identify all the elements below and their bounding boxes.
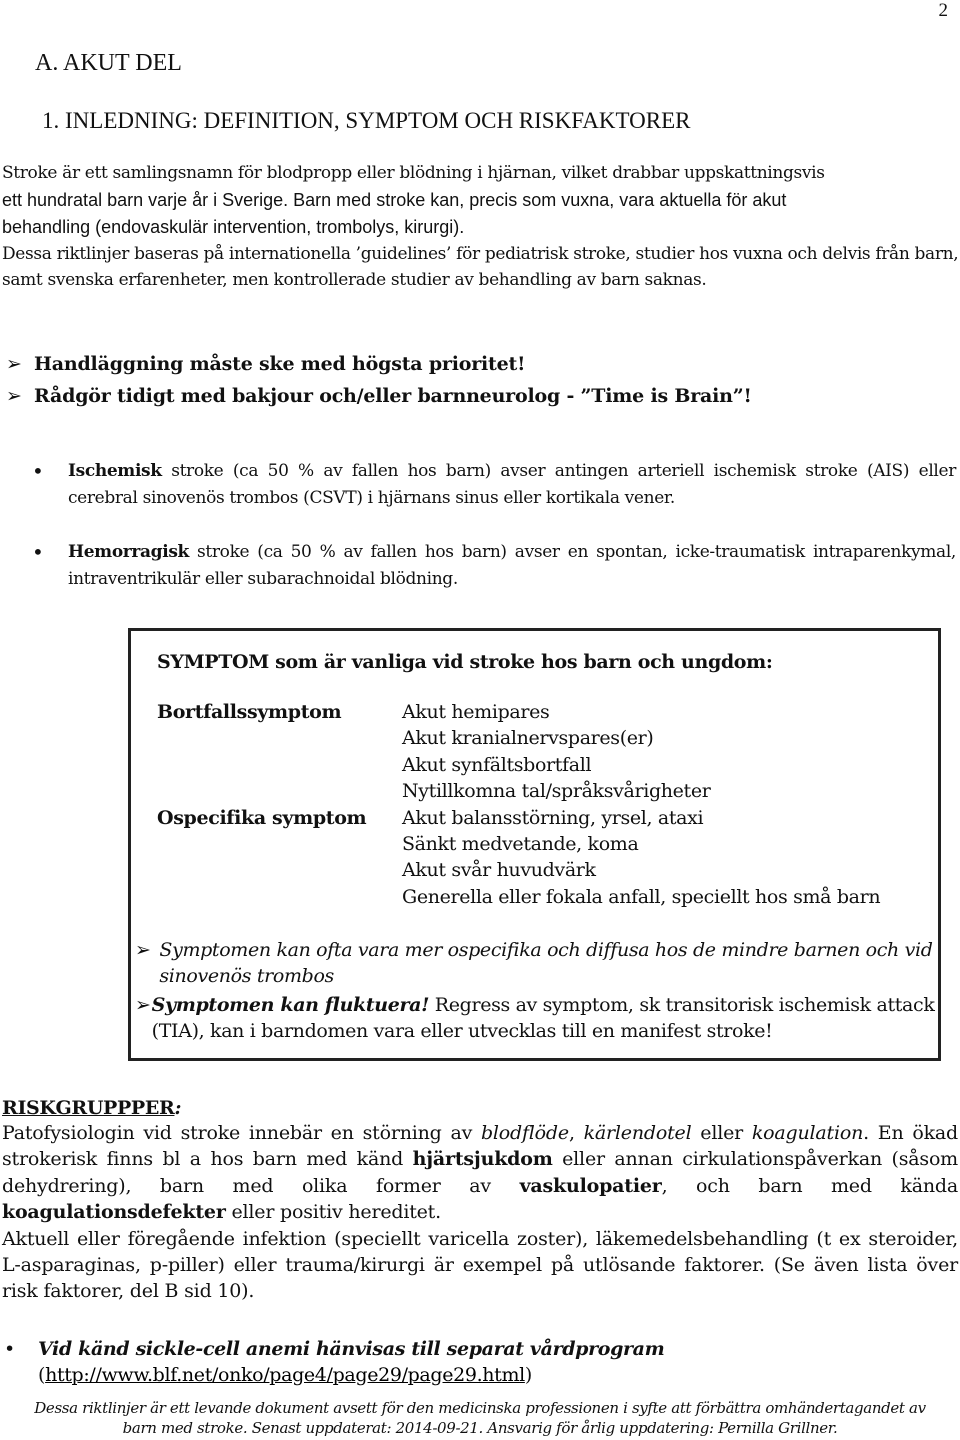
priority-text: Handläggning måste ske med högsta prioritet! [34, 353, 526, 375]
bullet-icon: • [32, 540, 44, 564]
category-label: Bortfallssymptom [157, 701, 342, 723]
intro-paragraph-2: Dessa riktlinjer baseras på internationella ’guidelines’ för pediatrisk stroke, studier hos vuxna och delvis från barn, samt svenska erfarenheter, men kontrollerade studier av behandling av barn saknas. [2, 243, 959, 290]
page-number: 2 [938, 0, 948, 21]
symptom-list [402, 699, 880, 910]
arrow-bullet-icon: ➢ [6, 385, 22, 407]
priority-item [6, 348, 956, 380]
intro-line-2-serif: ett hundratal barn varje år i Sverige. [2, 189, 294, 210]
symptom-box-title: SYMPTOM som är vanliga vid stroke hos barn och ungdom: [157, 651, 773, 673]
list-item [32, 458, 956, 511]
type-term: Hemorragisk [68, 542, 189, 562]
risk-text: eller annan cirkulationspåverkan (såsom dehydrering), barn med olika former av [2, 1148, 958, 1197]
type-hemorrhagic [68, 539, 956, 592]
arrow-bullet-icon: ➢ [6, 353, 22, 375]
list-item [32, 539, 956, 592]
risk-term: kärlendotel [583, 1122, 692, 1144]
footer-line-1: Dessa riktlinjer är ett levande dokument avsett för den medicinska professionen i syfte att förbättra omhändertagandet av [34, 1399, 926, 1417]
priority-item [6, 380, 956, 412]
symptom-item: Nytillkomna tal/språksvårigheter [402, 780, 711, 803]
symptom-notes [135, 937, 935, 1047]
risk-text: eller positiv hereditet. [225, 1201, 441, 1224]
symptom-item: Akut synfältsbortfall [402, 753, 592, 776]
care-program-link[interactable]: http://www.blf.net/onko/page4/page29/page29.html [45, 1364, 525, 1387]
section-title: A. AKUT DEL [35, 50, 182, 76]
symptom-item: Akut balansstörning, yrsel, ataxi [402, 806, 704, 829]
type-text: stroke (ca 50 % av fallen hos barn) avser antingen arteriell ischemisk stroke (AIS) eller cerebral sinovenös trombos (CSVT) i hjärnans sinus eller kortikala vener. [68, 461, 956, 508]
risk-text: . En ökad strokerisk finns bl a hos barn med känd [2, 1122, 958, 1171]
intro-line-2 [2, 187, 960, 215]
risk-text: , [568, 1122, 584, 1144]
paren-close: ) [524, 1364, 532, 1387]
note-text: Symptomen kan ofta vara mer ospecifika och diffusa hos de mindre barnen och vid sinovenös trombos [159, 939, 933, 988]
risk-text: eller [691, 1122, 752, 1144]
risk-term: hjärtsjukdom [412, 1148, 553, 1171]
note-rest: Regress av symptom, sk transitorisk ischemisk attack (TIA), kan i barndomen vara eller utvecklas till en manifest stroke! [151, 993, 935, 1043]
arrow-bullet-icon: ➢ [135, 993, 151, 1016]
sickle-cell-item [0, 1336, 956, 1389]
intro-line-3: behandling (endovaskulär intervention, trombolys, kirurgi). [2, 217, 465, 237]
footer-line-2: barn med stroke. Senast uppdaterat: 2014-09-21. Ansvarig för årlig uppdatering: Pernilla Grillner. [122, 1419, 838, 1437]
risk-term: vaskulopatier [519, 1174, 662, 1197]
risk-section [2, 1096, 958, 1305]
symptom-item: Akut kranialnervspares(er) [402, 727, 654, 750]
intro-line-1: Stroke är ett samlingsnamn för blodpropp eller blödning i hjärnan, vilket drabbar uppskattningsvis [2, 163, 825, 183]
risk-text: Patofysiologin vid stroke innebär en störning av [2, 1122, 481, 1144]
risk-term: blodflöde [480, 1122, 569, 1144]
priority-list [6, 348, 956, 412]
bullet-icon: • [32, 459, 44, 483]
symptom-item: Sänkt medvetande, koma [402, 833, 639, 856]
type-term: Ischemisk [68, 461, 162, 481]
symptom-item: Akut svår huvudvärk [402, 859, 596, 882]
risk-heading-text: RISKGRUPPPER [2, 1097, 175, 1119]
risk-term: koagulationsdefekter [2, 1201, 226, 1224]
symptom-item: Generella eller fokala anfall, speciellt hos små barn [402, 885, 881, 908]
type-text: stroke (ca 50 % av fallen hos barn) avser en spontan, icke-traumatisk intraparenkymal, intraventrikulär eller subarachnoidal blödning. [68, 542, 956, 589]
note-item [135, 992, 935, 1045]
sickle-text: Vid känd sickle-cell anemi hänvisas till separat vårdprogram [38, 1338, 665, 1360]
symptom-box [128, 628, 941, 1061]
bullet-icon: • [4, 1338, 15, 1360]
subsection-title: 1. INLEDNING: DEFINITION, SYMPTOM OCH RISKFAKTORER [42, 108, 691, 133]
risk-text: , och barn med kända [661, 1174, 958, 1197]
note-text [152, 992, 935, 1045]
paren-open: ( [38, 1364, 46, 1387]
type-ischemic [68, 458, 956, 511]
intro-text [2, 160, 960, 294]
symptom-item: Akut hemipares [402, 701, 550, 723]
category-label: Ospecifika symptom [157, 807, 367, 829]
note-item [135, 937, 935, 990]
risk-paragraph-2: Aktuell eller föregående infektion (speciellt varicella zoster), läkemedelsbehandling (t ex steroider, L-asparaginas, p-piller) eller trauma/kirurgi är exempel på utlösande faktorer. (Se även lista över risk faktorer, del B sid 10). [2, 1227, 958, 1303]
risk-paragraph-1 [2, 1120, 958, 1226]
arrow-bullet-icon: ➢ [135, 939, 151, 961]
intro-line-2-sans: Barn med stroke kan, precis som vuxna, vara aktuella för akut [293, 189, 787, 210]
footer [0, 1398, 960, 1438]
risk-heading-colon: : [174, 1097, 182, 1119]
priority-text: Rådgör tidigt med bakjour och/eller barnneurolog - ”Time is Brain”! [34, 385, 752, 407]
risk-term: koagulation [751, 1122, 864, 1144]
note-emphasis: Symptomen kan fluktuera! [151, 993, 430, 1016]
risk-heading [2, 1096, 958, 1120]
